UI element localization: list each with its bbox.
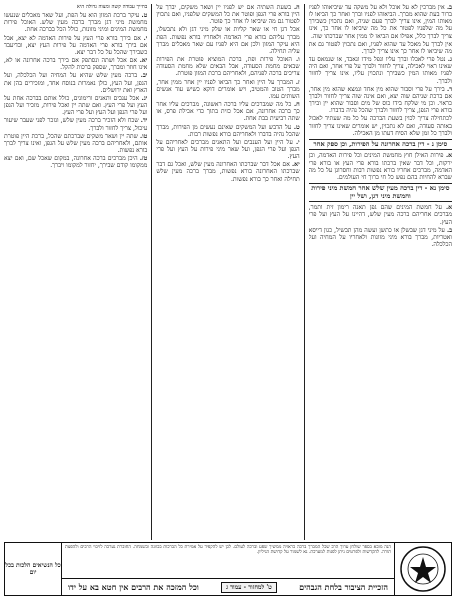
banner-left-text: וכל המזכה את הרבים אין חטא בא על ידו (68, 582, 199, 592)
logo-text: כל הנשיאים הלכות בכל יום (5, 562, 61, 576)
paragraph: ב. על מיני דגן שבשלן או כתשן ועשה מהן תבשיל, כגון דייסא ואטריות, מברך בורא מיני מזונות ולאחריו על המחיה ועל הכלכלה. (308, 226, 452, 248)
paragraph: ה. בשעת השתיה אם יש לפניו יין ושאר משקים, יברך על היין בורא פרי הגפן ופוטר את כל המשקים שלפניו, ואם נתכוין לפטור גם מה שיביאו לו אחר כך פוטר. (156, 4, 300, 26)
banner-right-text: הזכיית הציבור בלחת הגבהים (299, 582, 388, 592)
paragraph: ג. נטל פרי לאכלו וברך עליו ונפל מידו ונאבד, או שנמאס עד שאינו ראוי לאכילה, צריך לחזור ולברך על פרי אחר, ואם היה לפניו מאותו המין כשבירך ונתכוין עליו, אינו צריך לחזור ולברך. (308, 56, 452, 85)
paragraph: יא. אם אכל דבר שברכתו האחרונה מעין שלש, ואכל גם דבר שברכתו האחרונה בורא נפשות, מברך ברכה מעין שלש תחילה ואחר כך בורא נפשות. (156, 161, 300, 183)
column-left (4, 4, 147, 540)
text-columns (4, 4, 452, 540)
banner-page-label: ט' למחזור - עמוד ג (221, 582, 277, 593)
paragraph: אכל דגן חי או שאר קליות או שלק מיני דגן ולא נתבשלו, מברך עליהם בורא פרי האדמה ולאחריו בורא נפשות. הפת היא עיקר המזון ולכן אם היא לפניו עם שאר מאכלים מברך עליה תחילה. (156, 26, 300, 55)
paragraph: ט. עיקר ברכת המזון הוא על הפת, ועל שאר מאכלים שנעשו מחמשת מיני דגן מברך ברכה מעין שלש. האוכל פירות מחמשת המינים ומיני מזונות, כולל הכל בברכה אחת. (4, 12, 148, 34)
paragraph: ח. כל מה שמברכים עליו ברכה ראשונה, מברכים עליו אחר כך ברכה אחרונה, אם אכל כזית בתוך כדי אכילת פרס, או שתה רביעית בבת אחת. (156, 101, 300, 123)
paragraph: א. על חמשת המינים שהם גפן תאנה רימון זית ותמר, מברכים אחריהם ברכה מעין שלש, דהיינו על העץ ועל פרי העץ. (308, 204, 452, 226)
footer-center (62, 543, 394, 595)
paragraph: יג. אכל ענבים ותאנים ורימונים, כולל אותם בברכה אחת על העץ ועל פרי העץ. ואם שתה יין ואכל פירות, מזכיר ועל הגפן ועל פרי הגפן ועל העץ ועל פרי העץ. (4, 94, 148, 117)
paragraph: יב. ברכה מעין שלש שהיא על המחיה ועל הכלכלה, ועל הגפן, ועל העץ, כולן נאמרות בנוסח אחד, ומזכירים בהן את הארץ ואת ירושלים. (4, 72, 148, 94)
section-heading: סימן נא - דין ברכה מעין שלש אחר חמשת מיני פירות וחמשת מיני דגן, ושל יין (309, 183, 452, 202)
column-right (309, 4, 452, 540)
paragraph: לכתחילה צריך לכוין בשעת הברכה על כל מה שעתיד לאכול באותה סעודה, ואם לא נתכוין, יש אומרים שאינו צריך לחזור ולברך כל זמן שלא הסיח דעתו מן האכילה. (308, 115, 452, 137)
paragraph: ו. האוכל פירות ופת, ברכת המוציא פוטרת את הפירות שבאים מחמת הסעודה, אבל הבאים שלא מחמת הסעודה צריכים ברכה לפניהם, ולאחריהם ברכת המזון פוטרת. (156, 56, 300, 78)
paragraph: יד. שכח ולא הזכיר ברכה מעין שלש, ונזכר לפני שעבר שיעור עיכול, צריך לחזור ולברך. (4, 117, 148, 132)
column-middle (156, 4, 299, 540)
footer-banner (62, 579, 394, 595)
paragraph: ט. על הדבש ועל המשקים שאינם נעשים מן הפירות, מברך שהכל נהיה בדברו ולאחריהם בורא נפשות רבות. (156, 123, 300, 138)
paragraph: א. פירות האילן חוץ מחמשת המינים וכל פירות האדמה, וכן ירקות, וכל דבר שאין ברכתו בורא פרי העץ או בורא פרי האדמה, מברכים אחריו בורא נפשות רבות וחסרונן על כל מה שברא להחיות בהם נפש כל חי ברוך חי העולמים. (308, 152, 452, 181)
logo (5, 543, 62, 595)
footer-note: הנה מובא בספר שולחן ערוך הרב שכל המברך ברכה כראויה ממשיך שפע וברכה לעולם. לכן יש להקפיד על אמירת כל הברכות בכוונה ובשמחה. החוברת נערכה לזיכוי הרבים ולהפצת תורה. להקדשות ולפרטים ניתן לפנות למערכת. נא לשמור על קדושת הגיליון. (62, 543, 394, 579)
paragraph: אין לברך על מאכל עד שהוא לפניו, ואם נתכוין לפטור גם את מה שיביאו לו אחר כך אינו צריך לברך. (308, 40, 452, 55)
paragraph: יא. אם אכל ושתה ונסתפק אם בירך ברכה אחרונה או לא, אינו חוזר ומברך, שספק ברכות להקל. (4, 57, 148, 72)
seal-emblem-icon (399, 545, 447, 593)
footer-box (4, 542, 452, 596)
seal (394, 543, 451, 595)
column-divider (304, 4, 305, 540)
paragraph: טז. היכן מברכים ברכה אחרונה, במקום שאכל שם, ואם יצא ממקומו קודם שבירך, יחזור למקומו ויברך. (4, 155, 148, 170)
paragraph: י. אם בירך בורא פרי העץ על פירות האדמה לא יצא, אבל אם בירך בורא פרי האדמה על פירות העץ יצא, ובדיעבד כשבירך שהכל על כל דבר יצא. (4, 34, 148, 56)
section-heading: סימן נ - דין ברכה אחרונה על הפירות, וכן ספק אחר (309, 139, 452, 151)
paragraph: י. על היין ועל הענבים ועל התאנים מברכים לאחריהם על הגפן ועל פרי הגפן, ועל שאר מיני פירות על העץ ועל פרי העץ. (156, 138, 300, 161)
column-divider (151, 4, 152, 540)
paragraph: ד. בירך על פרי וסבור שהוא מין אחד ונמצא שהוא מין אחר, אם ברכת שניהם שוה יצא, ואם אינה שוה צריך לחזור ולברך כראוי. וכן מי שלקח בידו כוס של מים וסבור שהוא יין ובירך בורא פרי הגפן, צריך לחזור ולברך שהכל נהיה בדברו. (308, 85, 452, 115)
paragraph: ב. אין מברכין לא על אוכל ולא על משקה עד שיביאוהו לפניו ברור בעת שהוא מברך. הביאוהו לפניו וברך ואחר כך הביאו לו מאותו המין, אינו צריך לברך פעם שניה, ואם נתכוין כשבירך על מה שלפניו לפטור את כל מה שיביאו לו אחר כך, אינו צריך לברך כלל, אפילו אם הביאו לו ממין אחר שברכתו שוה. (308, 4, 452, 40)
paragraph: טו. שתה יין ושאר משקים שברכתם שהכל, ברכת היין פוטרת אותם, ולאחריהם ברכה מעין שלש על הגפן, ואינו צריך לברך בורא נפשות. (4, 132, 148, 154)
paragraph: ז. המברך על היין ואחר כך הביאו לפניו יין אחר ממין אחר, מברך הטוב והמטיב, ויש אומרים דוקא כשיש עוד אנשים השותים עמו. (156, 78, 300, 100)
column-header-note: בחייך עבודה קשה ומצוה גדולה היא (76, 4, 148, 10)
